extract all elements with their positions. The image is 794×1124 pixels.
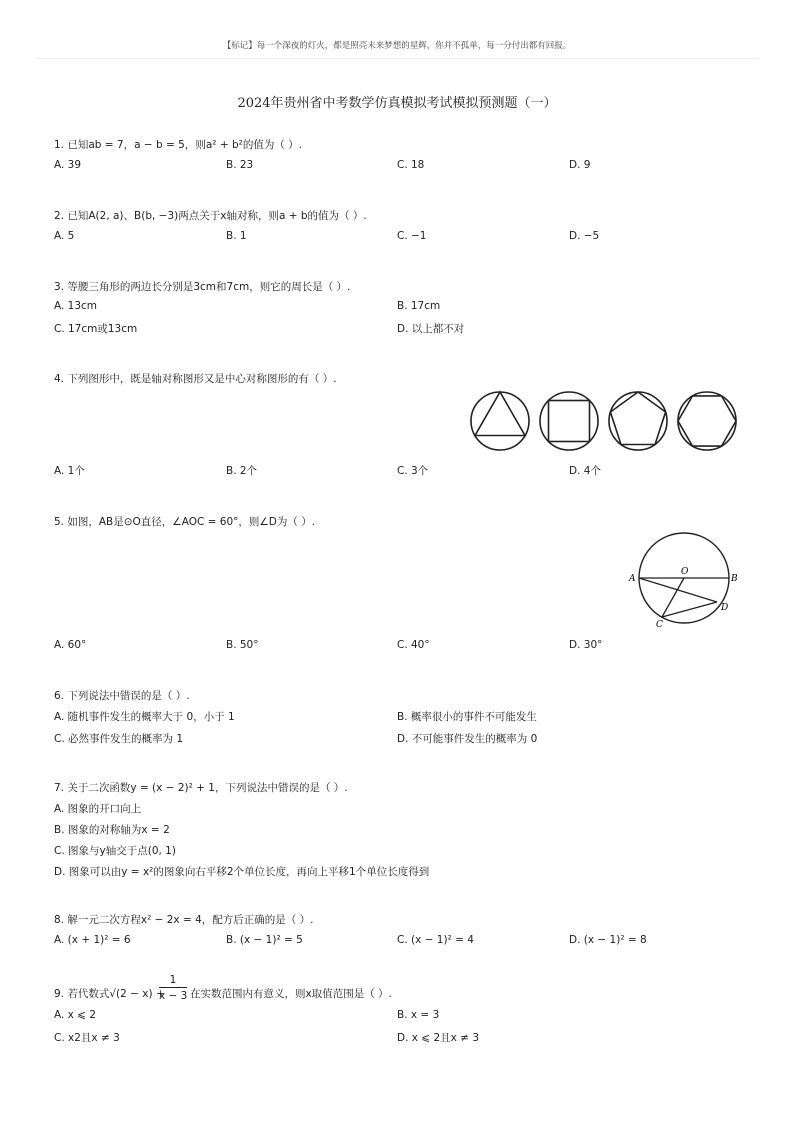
circle-square-figure <box>540 392 598 450</box>
label-b: B <box>731 574 738 584</box>
label-c: C <box>656 620 663 630</box>
q8-option-d: D. (x − 1)² = 8 <box>569 934 647 946</box>
q6-option-a: A. 随机事件发生的概率大于 0，小于 1 <box>54 711 235 723</box>
q9-option-a: A. x ⩽ 2 <box>54 1009 97 1021</box>
page-title: 2024年贵州省中考数学仿真模拟考试模拟预测题（一） <box>237 96 557 111</box>
q7-option-b: B. 图象的对称轴为x = 2 <box>54 824 170 836</box>
q5-circle-figure <box>620 530 750 635</box>
q9-option-d: D. x ⩽ 2且x ≠ 3 <box>397 1032 479 1044</box>
q3-option-c: C. 17cm或13cm <box>54 323 138 335</box>
q9-fraction-numerator: 1 <box>159 974 187 988</box>
q7-option-a: A. 图象的开口向上 <box>54 803 142 815</box>
q5-option-b: B. 50° <box>226 639 259 651</box>
q3-stem: 3. 等腰三角形的两边长分别是3cm和7cm，则它的周长是（ ）. <box>54 281 351 293</box>
q1-option-c: C. 18 <box>397 159 425 171</box>
q8-option-c: C. (x − 1)² = 4 <box>397 934 474 946</box>
q7-option-d: D. 图象可以由y = x²的图象向右平移2个单位长度，再向上平移1个单位长度得到 <box>54 866 430 878</box>
label-o: O <box>681 567 689 577</box>
q8-option-b: B. (x − 1)² = 5 <box>226 934 303 946</box>
q8-option-a: A. (x + 1)² = 6 <box>54 934 131 946</box>
q8-stem: 8. 解一元二次方程x² − 2x = 4，配方后正确的是（ ）. <box>54 914 314 926</box>
q3-option-d: D. 以上都不对 <box>397 323 465 335</box>
q6-option-c: C. 必然事件发生的概率为 1 <box>54 733 184 745</box>
q2-option-a: A. 5 <box>54 230 75 242</box>
header-note: 【标记】每一个深夜的灯火，都是照亮未来梦想的星辉，你并不孤单，每一分付出都有回报。 <box>222 41 572 51</box>
q7-stem: 7. 关于二次函数y = (x − 2)² + 1，下列说法中错误的是（ ）. <box>54 782 348 794</box>
q4-figures <box>469 390 744 454</box>
circle-hexagon-figure <box>678 392 736 450</box>
q9-option-c: C. x2且x ≠ 3 <box>54 1032 120 1044</box>
header-divider <box>36 58 758 59</box>
q4-option-c: C. 3个 <box>397 465 429 477</box>
q5-option-a: A. 60° <box>54 639 87 651</box>
q4-option-d: D. 4个 <box>569 465 601 477</box>
q4-option-b: B. 2个 <box>226 465 258 477</box>
q1-option-d: D. 9 <box>569 159 591 171</box>
label-d: D <box>721 603 729 613</box>
q9-stem-post: 在实数范围内有意义，则x取值范围是（ ）. <box>190 988 392 1000</box>
circle-pentagon-figure <box>609 392 667 450</box>
q9-fraction-denominator: x − 3 <box>159 990 188 1002</box>
q5-option-c: C. 40° <box>397 639 430 651</box>
q1-option-a: A. 39 <box>54 159 82 171</box>
q7-option-c: C. 图象与y轴交于点(0, 1) <box>54 845 176 857</box>
q5-stem: 5. 如图，AB是⊙O直径，∠AOC = 60°，则∠D为（ ）. <box>54 516 316 528</box>
circle-triangle-figure <box>471 392 529 450</box>
label-a: A <box>629 574 636 584</box>
q1-option-b: B. 23 <box>226 159 254 171</box>
q4-option-a: A. 1个 <box>54 465 85 477</box>
q2-option-d: D. −5 <box>569 230 600 242</box>
q2-option-c: C. −1 <box>397 230 427 242</box>
q9-option-b: B. x = 3 <box>397 1009 440 1021</box>
q2-stem: 2. 已知A(2, a)、B(b, −3)两点关于x轴对称，则a + b的值为（ ）. <box>54 210 367 222</box>
q9-stem-pre: 9. 若代数式√(2 − x) + <box>54 988 165 1000</box>
q1-stem: 1. 已知ab = 7，a − b = 5，则a² + b²的值为（ ）. <box>54 139 303 151</box>
q6-stem: 6. 下列说法中错误的是（ ）. <box>54 690 190 702</box>
q5-option-d: D. 30° <box>569 639 603 651</box>
q6-option-b: B. 概率很小的事件不可能发生 <box>397 711 537 723</box>
q3-option-a: A. 13cm <box>54 300 98 312</box>
q6-option-d: D. 不可能事件发生的概率为 0 <box>397 733 538 745</box>
q3-option-b: B. 17cm <box>397 300 441 312</box>
q2-option-b: B. 1 <box>226 230 247 242</box>
q4-stem: 4. 下列图形中，既是轴对称图形又是中心对称图形的有（ ）. <box>54 373 337 385</box>
